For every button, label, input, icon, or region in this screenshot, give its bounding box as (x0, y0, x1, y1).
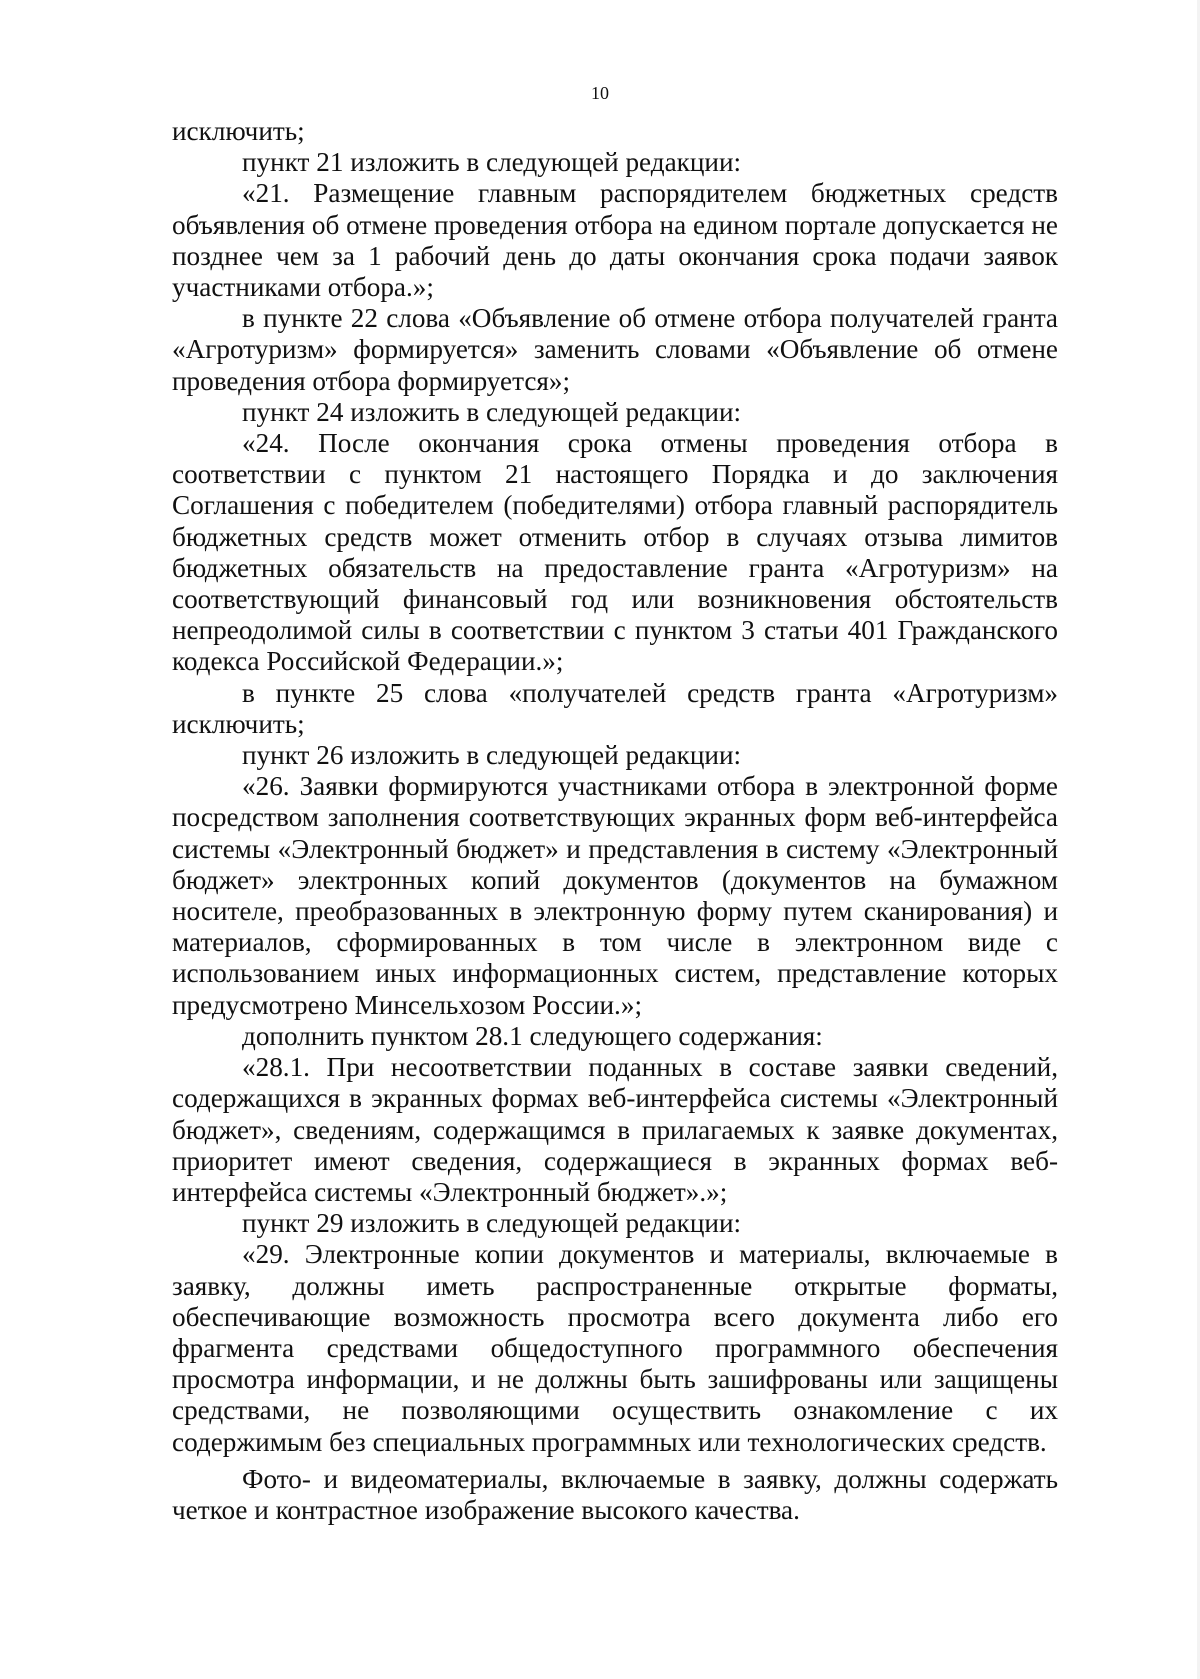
paragraph: пункт 26 изложить в следующей редакции: (242, 740, 742, 771)
paragraph: Фото- и видеоматериалы, включаемые в заявку, должны содержать четкое и контрастное изображение высокого качества. (172, 1463, 1058, 1525)
paragraph: «26. Заявки формируются участниками отбора в электронной форме посредством заполнения соответствующих экранных форм веб-интерфейса системы «Электронный бюджет» и представления в систему «Электронный бюджет» электронных копий документов (документов на бумажном носителе, преобразованных в электронную форму путем сканирования) и материалов, сформированных в том числе в электронном виде с использованием иных информационных систем, представление которых предусмотрено Минсельхозом России.»; (172, 771, 1058, 1020)
paragraph: в пункте 25 слова «получателей средств гранта «Агротуризм» исключить; (172, 677, 1058, 739)
paragraph: пункт 21 изложить в следующей редакции: (242, 147, 742, 178)
paragraph: «28.1. При несоответствии поданных в составе заявки сведений, содержащихся в экранных формах веб-интерфейса системы «Электронный бюджет», сведениям, содержащимся в прилагаемых к заявке документах, приоритет имеют сведения, содержащиеся в экранных формах веб-интерфейса системы «Электронный бюджет».»; (172, 1052, 1058, 1207)
paragraph: дополнить пунктом 28.1 следующего содержания: (242, 1020, 823, 1051)
paragraph: «29. Электронные копии документов и материалы, включаемые в заявку, должны иметь распространенные открытые форматы, обеспечивающие возможность просмотра всего документа либо его фрагмента средствами общедоступного программного обеспечения просмотра информации, и не должны быть зашифрованы или защищены средствами, не позволяющими осуществить ознакомление с их содержимым без специальных программных или технологических средств. (172, 1239, 1058, 1457)
paragraph: пункт 29 изложить в следующей редакции: (242, 1208, 742, 1239)
paragraph: «21. Размещение главным распорядителем бюджетных средств объявления об отмене проведения отбора на едином портале допускается не позднее чем за 1 рабочий день до даты окончания срока подачи заявок участниками отбора.»; (172, 178, 1058, 303)
paragraph: исключить; (172, 116, 305, 146)
paragraph: пункт 24 изложить в следующей редакции: (242, 396, 742, 427)
paragraph: в пункте 22 слова «Объявление об отмене отбора получателей гранта «Агротуризм» формируется» заменить словами «Объявление об отмене проведения отбора формируется»; (172, 303, 1058, 396)
page-number: 10 (591, 83, 609, 103)
paragraph: «24. После окончания срока отмены проведения отбора в соответствии с пунктом 21 настоящего Порядка и до заключения Соглашения с победителем (победителями) отбора главный распорядитель бюджетных средств может отменить отбор в случаях отзыва лимитов бюджетных обязательств на предоставление гранта «Агротуризм» на соответствующий финансовый год или возникновения обстоятельств непреодолимой силы в соответствии с пунктом 3 статьи 401 Гражданского кодекса Российской Федерации.»; (172, 428, 1058, 677)
document-body (172, 116, 1058, 1526)
